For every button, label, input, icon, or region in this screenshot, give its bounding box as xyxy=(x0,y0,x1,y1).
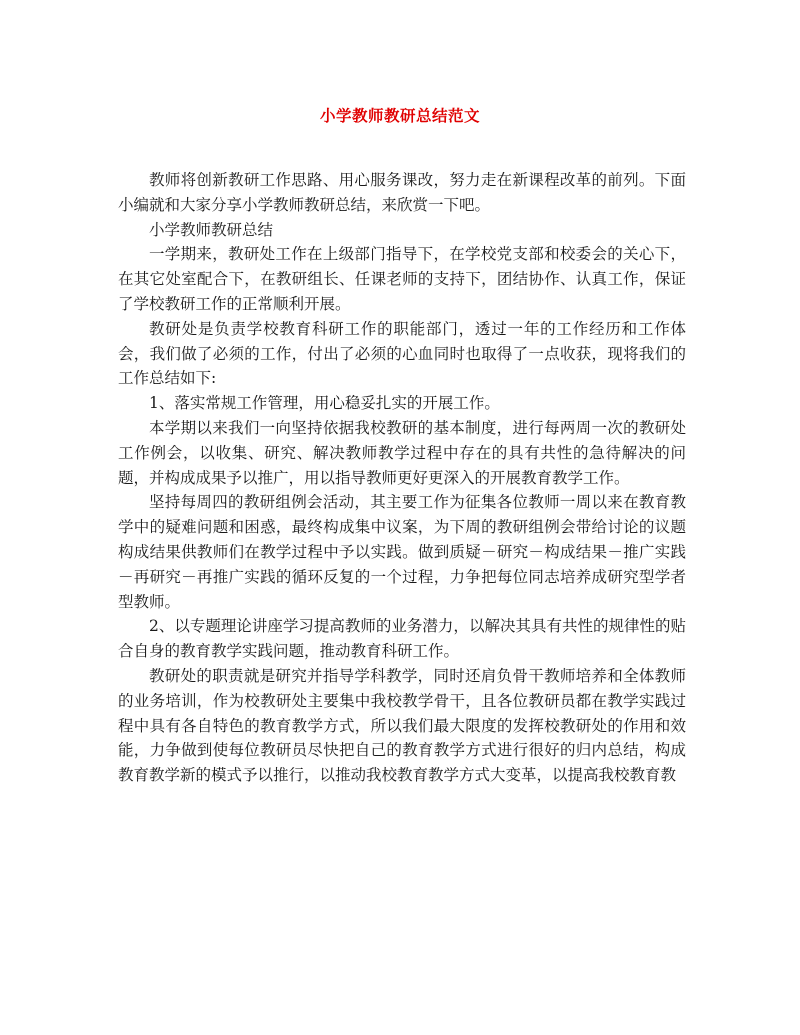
paragraph-heading-1: 1、落实常规工作管理，用心稳妥扎实的开展工作。 xyxy=(149,394,500,413)
document-body xyxy=(118,168,686,788)
paragraph-heading-2: 2、以专题理论讲座学习提高教师的业务潜力，以解决其具有共性的规律性的贴合自身的教育教学实践问题，推动教育科研工作。 xyxy=(118,617,686,661)
paragraph-subtitle: 小学教师教研总结 xyxy=(149,220,274,239)
paragraph-3: 本学期以来我们一向坚持依据我校教研的基本制度，进行每两周一次的教研处工作例会，以收集、研究、解决教师教学过程中存在的具有共性的急待解决的问题，并构成成果予以推广，用以指导教师更好更深入的开展教育教学工作。 xyxy=(118,418,686,487)
document-title: 小学教师教研总结范文 xyxy=(319,106,480,125)
paragraph-5: 教研处的职责就是研究并指导学科教学，同时还肩负骨干教师培养和全体教师的业务培训，作为校教研处主要集中我校教学骨干，且各位教研员都在教学实践过程中具有各自特色的教育教学方式，所以我们最大限度的发挥校教研处的作用和效能，力争做到使每位教研员尽快把自己的教育教学方式进行很好的归内总结，构成教育教学新的模式予以推行，以推动我校教育教学方式大变革，以提高我校教育教 xyxy=(118,666,686,785)
paragraph-1: 一学期来，教研处工作在上级部门指导下，在学校党支部和校委会的关心下，在其它处室配合下，在教研组长、任课老师的支持下，团结协作、认真工作，保证了学校教研工作的正常顺利开展。 xyxy=(118,245,686,313)
paragraph-intro: 教师将创新教研工作思路、用心服务课改，努力走在新课程改革的前列。下面小编就和大家分享小学教师教研总结，来欣赏一下吧。 xyxy=(118,171,686,214)
paragraph-2: 教研处是负责学校教育科研工作的职能部门，透过一年的工作经历和工作体会，我们做了必须的工作，付出了必须的心血同时也取得了一点收获，现将我们的工作总结如下: xyxy=(118,319,686,388)
paragraph-4: 坚持每周四的教研组例会活动，其主要工作为征集各位教师一周以来在教育教学中的疑难问题和困惑，最终构成集中议案，为下周的教研组例会带给讨论的议题构成结果供教师们在教学过程中予以实践。做到质疑－研究－构成结果－推广实践－再研究－再推广实践的循环反复的一个过程，力争把每位同志培养成研究型学者型教师。 xyxy=(118,493,686,611)
